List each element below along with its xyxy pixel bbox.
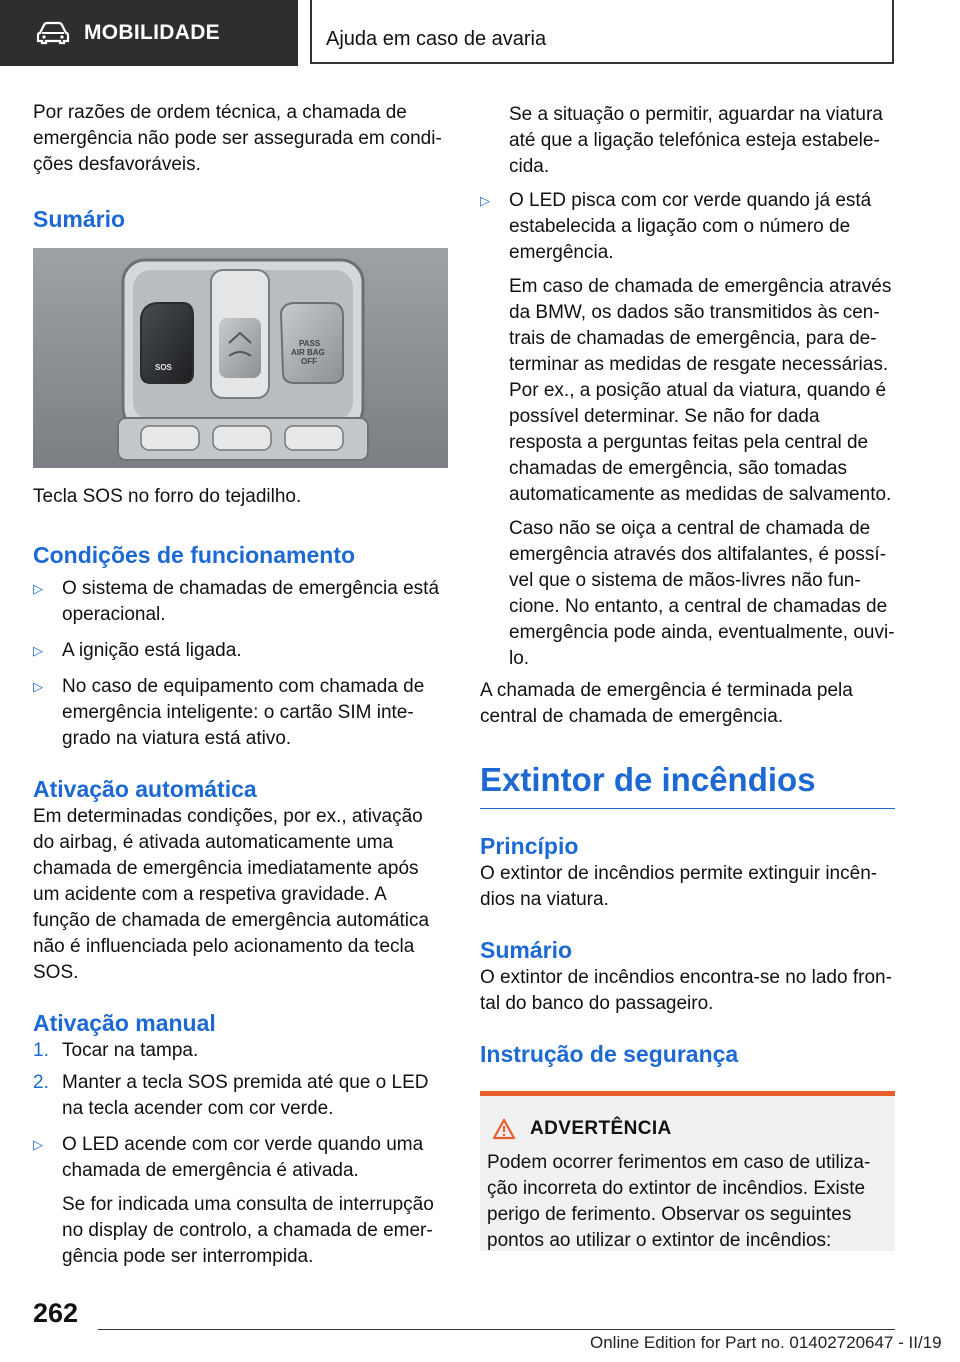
- pass-label: PASS: [299, 339, 321, 348]
- right-column: [480, 102, 895, 1251]
- heading-sumario-extintor: Sumário: [480, 937, 573, 963]
- page-header: [0, 0, 960, 66]
- section-tab: [0, 0, 298, 66]
- triangle-bullet-icon: ▷: [33, 643, 43, 658]
- triangle-bullet-icon: ▷: [33, 1137, 43, 1152]
- triangle-bullet-icon: ▷: [480, 193, 490, 208]
- airbag-label: AIR BAG: [291, 348, 325, 357]
- warning-title: [492, 1116, 888, 1142]
- warning-triangle-icon: [492, 1118, 516, 1140]
- list-item-text: O sistema de chamadas de emergência está operacional.: [62, 578, 440, 625]
- warning-title-text: ADVERTÊNCIA: [530, 1118, 672, 1139]
- list-item: [33, 674, 448, 752]
- step-item: [33, 1070, 448, 1122]
- triangle-bullet-icon: ▷: [33, 581, 43, 596]
- automatica-paragraph: Em determinadas condições, por ex., ativação do airbag, é ativada automaticamente uma chamada de emergência imediatamente após um acidente com a respetiva gravidade. A função de chamada de emergência automática não é influenciada pelo acionamento da tecla SOS.: [33, 806, 430, 983]
- continued-paragraph: Se a situação o permitir, aguardar na viatura até que a ligação telefónica esteja estabelecida.: [509, 104, 883, 177]
- heading-condicoes: Condições de funcionamento: [33, 542, 356, 568]
- list-item: [33, 576, 448, 628]
- step-number: 1.: [33, 1040, 49, 1061]
- step-item: [33, 1038, 448, 1064]
- step-text: Tocar na tampa.: [62, 1040, 199, 1061]
- heading-principio: Princípio: [480, 833, 579, 859]
- step-text: Manter a tecla SOS premida até que o LED na tecla acender com cor verde.: [62, 1072, 429, 1119]
- triangle-bullet-icon: ▷: [33, 679, 43, 694]
- list-item-text: O LED acende com cor verde quando uma chamada de emergência é ativada.: [62, 1134, 424, 1181]
- end-paragraph: A chamada de emergência é terminada pela central de chamada de emergência.: [480, 680, 853, 727]
- intro-paragraph: Por razões de ordem técnica, a chamada de emergência não pode ser assegurada em condições desfavoráveis.: [33, 102, 442, 175]
- speaker-paragraph: Caso não se oiça a central de chamada de emergência através dos altifalantes, é possível que o sistema de mãos-livres não funcione. No entanto, a central de chamadas de emergência pode ainda, eventualmente, ouvi-lo.: [509, 518, 895, 669]
- left-column: [33, 100, 448, 1270]
- warning-text: Podem ocorrer ferimentos em caso de utilização incorreta do extintor de incêndios. Existe perigo de ferimento. Observar os seguintes pontos ao utilizar o extintor de incêndios:: [487, 1152, 871, 1251]
- list-item: [33, 1132, 448, 1184]
- list-item-text: A ignição está ligada.: [62, 640, 242, 661]
- sos-button-photo: [33, 248, 448, 468]
- car-icon: [36, 21, 70, 45]
- footer-divider: [98, 1329, 895, 1330]
- heading-sumario: Sumário: [33, 206, 126, 232]
- section-title: MOBILIDADE: [84, 21, 220, 44]
- photo-caption: Tecla SOS no forro do tejadilho.: [33, 486, 302, 507]
- list-item-text: O LED pisca com cor verde quando já está estabelecida a ligação com o número de emergência.: [509, 190, 872, 263]
- manual-note: Se for indicada uma consulta de interrupção no display de controlo, a chamada de emergência pode ser interrompida.: [62, 1194, 434, 1267]
- chapter-tab: [310, 0, 894, 64]
- heading-manual: Ativação manual: [33, 1010, 216, 1036]
- heading-seguranca: Instrução de segurança: [480, 1041, 739, 1067]
- sumario-paragraph: O extintor de incêndios encontra-se no lado frontal do banco do passageiro.: [480, 967, 892, 1014]
- chapter-heading: Extintor de incêndios: [480, 760, 895, 809]
- bmw-call-paragraph: Em caso de chamada de emergência através da BMW, os dados são transmitidos às centrais de chamadas de emergência, para determinar as medidas de resgate necessárias. Por ex., a posição atual da viatura, quando é possível determinar. Se não for dada resposta a perguntas feitas pela central de chamadas de emergência, são tomadas automaticamente as medidas de salvamento.: [509, 276, 892, 505]
- list-item: [33, 638, 448, 664]
- edition-note: Online Edition for Part no. 01402720647 - II/19: [590, 1333, 942, 1352]
- principio-paragraph: O extintor de incêndios permite extinguir incêndios na viatura.: [480, 863, 878, 910]
- list-item-text: No caso de equipamento com chamada de emergência inteligente: o cartão SIM integrado na viatura está ativo.: [62, 676, 425, 749]
- page-number: 262: [33, 1298, 79, 1328]
- warning-box: [480, 1091, 895, 1251]
- step-number: 2.: [33, 1072, 49, 1093]
- sos-label: SOS: [155, 363, 172, 372]
- chapter-title: Ajuda em caso de avaria: [326, 28, 547, 50]
- list-item: [480, 188, 895, 266]
- heading-automatica: Ativação automática: [33, 776, 257, 802]
- off-label: OFF: [301, 357, 317, 366]
